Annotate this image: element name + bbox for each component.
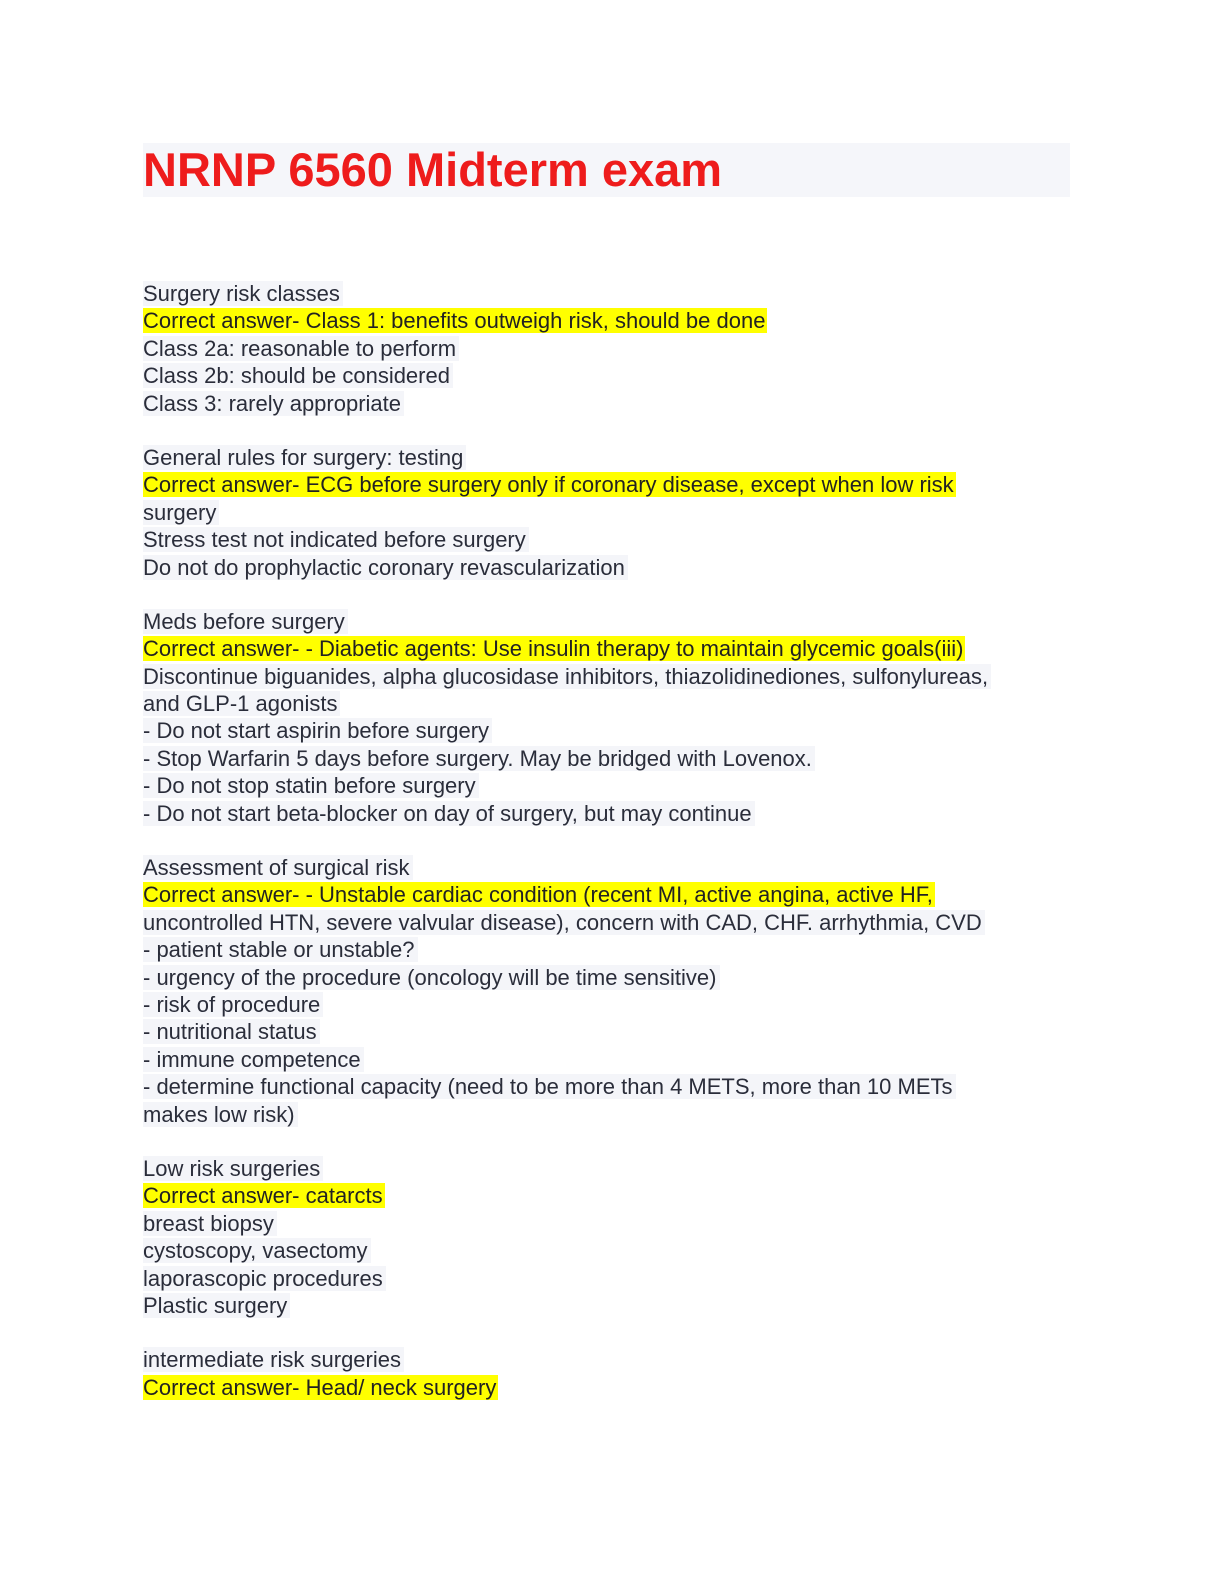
answer-detail-line-text: - Do not start aspirin before surgery xyxy=(143,718,492,743)
question-line xyxy=(143,444,1078,471)
answer-detail-line xyxy=(143,1046,1078,1073)
answer-detail-line xyxy=(143,390,1078,417)
answer-detail-line xyxy=(143,772,1078,799)
answer-highlight-line-text: Correct answer- ECG before surgery only if coronary disease, except when low risk xyxy=(143,472,954,498)
question-line-text: Assessment of surgical risk xyxy=(143,855,413,880)
answer-detail-line xyxy=(143,1265,1078,1292)
qa-section xyxy=(143,854,1078,1128)
question-line-text: Meds before surgery xyxy=(143,609,348,634)
question-line-text: Surgery risk classes xyxy=(143,281,343,306)
answer-detail-line-text: Class 3: rarely appropriate xyxy=(143,391,404,416)
answer-detail-line-text: - determine functional capacity (need to be more than 4 METS, more than 10 METs xyxy=(143,1074,956,1099)
answer-highlight-line xyxy=(143,1182,1078,1209)
answer-detail-line-text: Stress test not indicated before surgery xyxy=(143,527,529,552)
answer-highlight-line xyxy=(143,881,1078,908)
answer-detail-line xyxy=(143,335,1078,362)
qa-section xyxy=(143,280,1078,417)
answer-detail-line-text: breast biopsy xyxy=(143,1211,277,1236)
answer-detail-line xyxy=(143,909,1078,936)
answer-detail-line-text: Class 2b: should be considered xyxy=(143,363,453,388)
answer-detail-line-text: surgery xyxy=(143,500,219,525)
answer-detail-line-text: laporascopic procedures xyxy=(143,1266,386,1291)
question-line-text: Low risk surgeries xyxy=(143,1156,323,1181)
answer-detail-line-text: Do not do prophylactic coronary revascularization xyxy=(143,555,628,580)
answer-highlight-line xyxy=(143,1374,1078,1401)
answer-detail-line xyxy=(143,362,1078,389)
answer-highlight-line xyxy=(143,635,1078,662)
question-line xyxy=(143,854,1078,881)
answer-detail-line-text: Discontinue biguanides, alpha glucosidase inhibitors, thiazolidinediones, sulfonylureas, xyxy=(143,664,991,689)
answer-detail-line xyxy=(143,1101,1078,1128)
question-line xyxy=(143,608,1078,635)
answer-highlight-line xyxy=(143,307,1078,334)
answer-detail-line-text: - patient stable or unstable? xyxy=(143,937,418,962)
question-line-text: intermediate risk surgeries xyxy=(143,1347,404,1372)
answer-highlight-line-text: Correct answer- - Diabetic agents: Use insulin therapy to maintain glycemic goals(iii) xyxy=(143,636,964,662)
document-title: NRNP 6560 Midterm exam xyxy=(143,143,723,196)
answer-detail-line-text: - nutritional status xyxy=(143,1019,320,1044)
answer-detail-line-text: - Do not start beta-blocker on day of surgery, but may continue xyxy=(143,801,755,826)
answer-detail-line-text: makes low risk) xyxy=(143,1102,298,1127)
answer-detail-line-text: cystoscopy, vasectomy xyxy=(143,1238,371,1263)
answer-detail-line xyxy=(143,1292,1078,1319)
answer-detail-line xyxy=(143,936,1078,963)
answer-detail-line xyxy=(143,991,1078,1018)
answer-detail-line-text: - urgency of the procedure (oncology will be time sensitive) xyxy=(143,965,720,990)
answer-detail-line xyxy=(143,690,1078,717)
qa-section xyxy=(143,1155,1078,1319)
answer-highlight-line-text: Correct answer- Head/ neck surgery xyxy=(143,1374,497,1400)
answer-detail-line xyxy=(143,717,1078,744)
answer-detail-line-text: uncontrolled HTN, severe valvular disease), concern with CAD, CHF. arrhythmia, CVD xyxy=(143,910,985,935)
answer-detail-line-text: Plastic surgery xyxy=(143,1293,290,1318)
answer-detail-line-text: - risk of procedure xyxy=(143,992,323,1017)
qa-section xyxy=(143,444,1078,581)
qa-section xyxy=(143,608,1078,827)
question-line xyxy=(143,1346,1078,1373)
answer-detail-line xyxy=(143,1018,1078,1045)
question-line xyxy=(143,1155,1078,1182)
answer-detail-line-text: Class 2a: reasonable to perform xyxy=(143,336,459,361)
answer-highlight-line xyxy=(143,471,1078,498)
answer-detail-line xyxy=(143,554,1078,581)
answer-highlight-line-text: Correct answer- - Unstable cardiac condition (recent MI, active angina, active HF, xyxy=(143,882,933,908)
answer-detail-line-text: - Do not stop statin before surgery xyxy=(143,773,479,798)
answer-detail-line xyxy=(143,745,1078,772)
answer-highlight-line-text: Correct answer- Class 1: benefits outweigh risk, should be done xyxy=(143,308,766,334)
answer-detail-line xyxy=(143,1073,1078,1100)
question-line-text: General rules for surgery: testing xyxy=(143,445,466,470)
question-line xyxy=(143,280,1078,307)
answer-detail-line-text: - Stop Warfarin 5 days before surgery. May be bridged with Lovenox. xyxy=(143,746,815,771)
answer-detail-line xyxy=(143,1237,1078,1264)
answer-highlight-line-text: Correct answer- catarcts xyxy=(143,1183,383,1209)
answer-detail-line xyxy=(143,964,1078,991)
answer-detail-line-text: and GLP-1 agonists xyxy=(143,691,340,716)
answer-detail-line xyxy=(143,1210,1078,1237)
answer-detail-line xyxy=(143,499,1078,526)
qa-content xyxy=(143,280,1078,1428)
answer-detail-line-text: - immune competence xyxy=(143,1047,364,1072)
qa-section xyxy=(143,1346,1078,1401)
answer-detail-line xyxy=(143,800,1078,827)
answer-detail-line xyxy=(143,526,1078,553)
answer-detail-line xyxy=(143,663,1078,690)
